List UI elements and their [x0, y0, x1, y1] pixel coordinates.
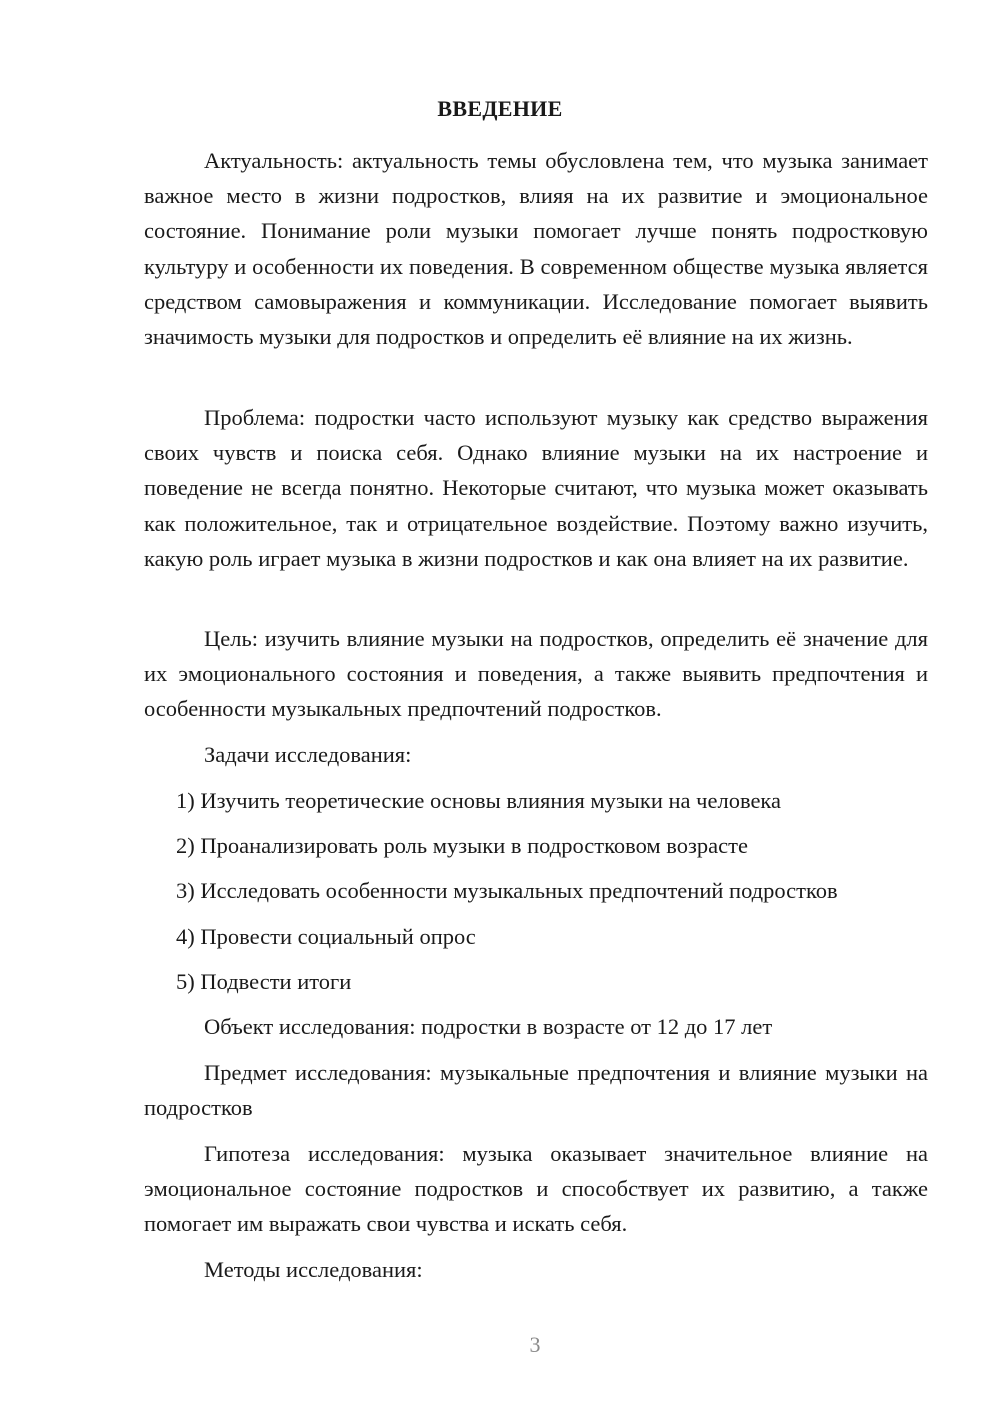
task-item-5: 5) Подвести итоги — [176, 969, 352, 994]
task-item-1: 1) Изучить теоретические основы влияния музыки на человека — [176, 788, 782, 813]
subject-paragraph: Предмет исследования: музыкальные предпочтения и влияние музыки на подростков — [144, 1060, 928, 1121]
page-number: 3 — [529, 1332, 541, 1357]
relevance-paragraph: Актуальность: актуальность темы обусловлена тем, что музыка занимает важное место в жизни подростков, влияя на их развитие и эмоциональное состояние. Понимание роли музыки помогает лучше понять подростковую культуру и особенности их поведения. В современном обществе музыка является средством самовыражения и коммуникации. Исследование помогает выявить значимость музыки для подростков и определить её влияние на их жизнь. — [144, 148, 928, 350]
problem-paragraph: Проблема: подростки часто используют музыку как средство выражения своих чувств и поиска себя. Однако влияние музыки на их настроение и поведение не всегда понятно. Некоторые считают, что музыка может оказывать как положительное, так и отрицательное воздействие. Поэтому важно изучить, какую роль играет музыка в жизни подростков и как она влияет на их развитие. — [144, 405, 928, 571]
task-item-3: 3) Исследовать особенности музыкальных предпочтений подростков — [176, 878, 838, 903]
methods-title: Методы исследования: — [204, 1257, 423, 1282]
goal-paragraph: Цель: изучить влияние музыки на подростков, определить её значение для их эмоционального состояния и поведения, а также выявить предпочтения и особенности музыкальных предпочтений подростков. — [144, 626, 928, 722]
tasks-title: Задачи исследования: — [204, 742, 412, 767]
task-item-2: 2) Проанализировать роль музыки в подростковом возрасте — [176, 833, 748, 858]
task-item-4: 4) Провести социальный опрос — [176, 924, 476, 949]
object-line: Объект исследования: подростки в возрасте от 12 до 17 лет — [204, 1014, 773, 1039]
hypothesis-paragraph: Гипотеза исследования: музыка оказывает значительное влияние на эмоциональное состояние подростков и способствует их развитию, а также помогает им выражать свои чувства и искать себя. — [144, 1141, 928, 1237]
section-heading: ВВЕДЕНИЕ — [437, 96, 563, 121]
